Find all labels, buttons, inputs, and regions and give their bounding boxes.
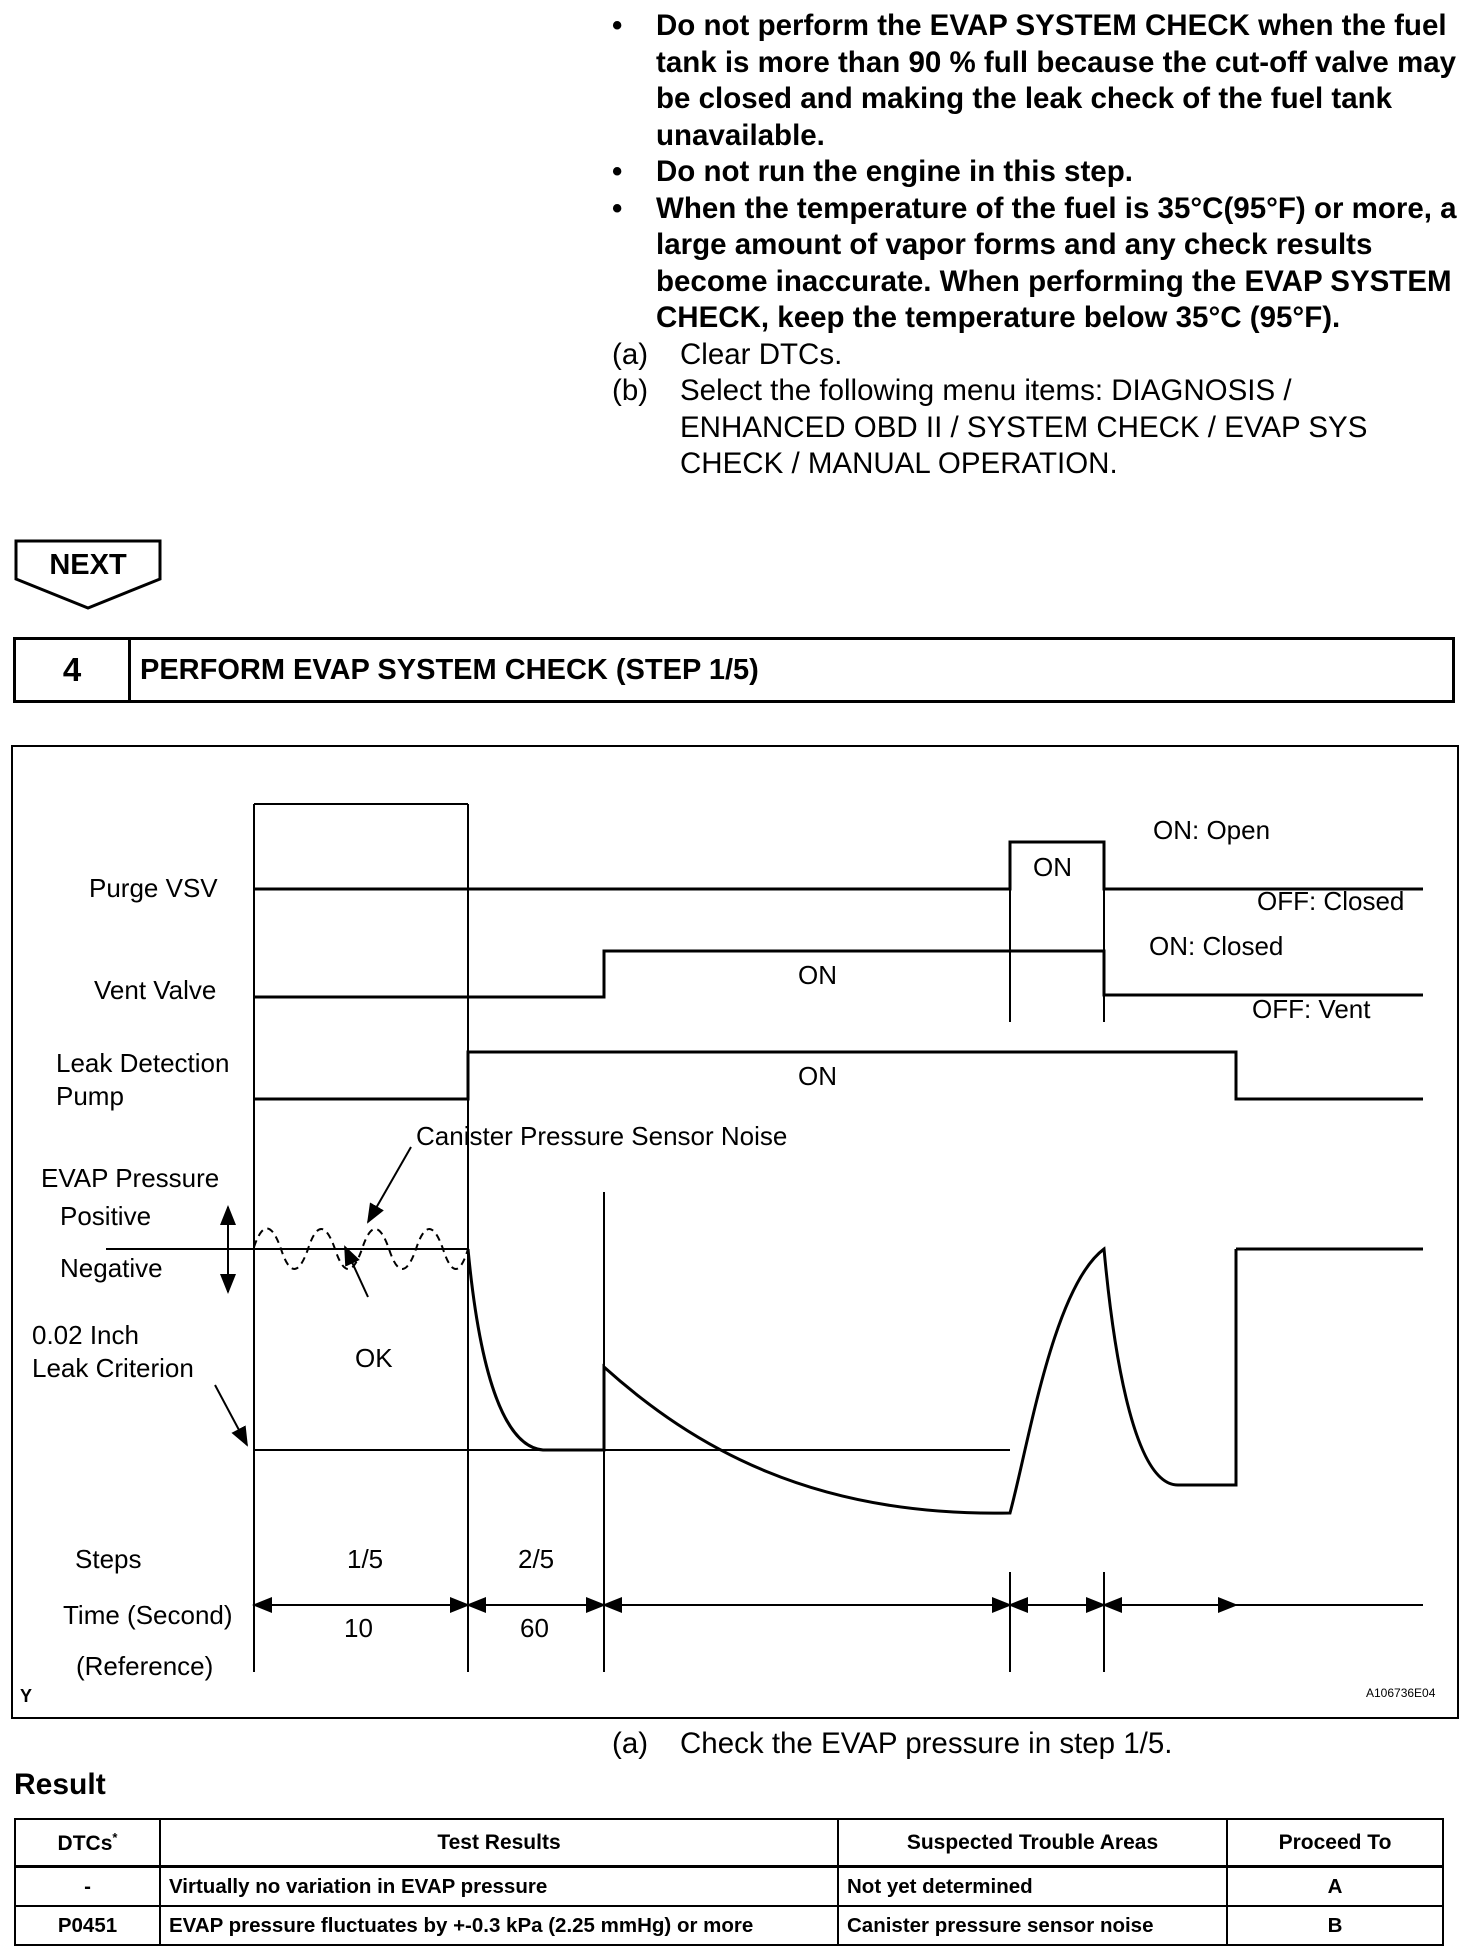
check-instruction [612, 1726, 1172, 1762]
col-suspected-areas: Suspected Trouble Areas [838, 1819, 1227, 1867]
vent-valve-label: Vent Valve [94, 975, 217, 1005]
leak-pump-label: Leak Detection [56, 1048, 230, 1078]
note-bullet: • When the temperature of the fuel is 35°C(95°F) or more, a large amount of vapor forms and any check results become inaccurate. When performing the EVAP SYSTEM CHECK, keep the temperature below 35°C (95°F). [612, 191, 1457, 334]
evap-pressure-label: EVAP Pressure [41, 1163, 220, 1193]
leak-pump-signal [254, 1052, 1423, 1099]
ok-label: OK [355, 1343, 393, 1373]
procedure-step [612, 373, 1462, 483]
note-text: Do not perform the EVAP SYSTEM CHECK when the fuel tank is more than 90 % full because the cut-off valve may be closed and making the leak check of the fuel tank unavailable. [656, 9, 1457, 152]
pump-on-label: ON [798, 1061, 837, 1091]
step-text: Select the following menu items: DIAGNOSIS / ENHANCED OBD II / SYSTEM CHECK / EVAP SYS CHECK / MANUAL OPERATION. [680, 374, 1368, 480]
reference-label: (Reference) [76, 1651, 214, 1681]
evap-pressure-curve [468, 1249, 1236, 1513]
step-1-5-label: 1/5 [347, 1544, 384, 1574]
corner-mark: Y [20, 1686, 33, 1706]
on-closed-label: ON: Closed [1149, 931, 1284, 961]
time-10-label: 10 [344, 1613, 373, 1643]
next-label: NEXT [49, 549, 127, 581]
result-table [14, 1818, 1444, 1946]
check-text: Check the EVAP pressure in step 1/5. [680, 1727, 1173, 1760]
next-button[interactable] [14, 539, 162, 611]
result-heading: Result [14, 1768, 106, 1801]
step-2-5-label: 2/5 [518, 1544, 555, 1574]
cell-dtc: P0451 [15, 1906, 160, 1945]
step-label: (a) [612, 337, 649, 371]
evap-timing-diagram [11, 745, 1459, 1719]
col-proceed-to: Proceed To [1227, 1819, 1443, 1867]
caution-notes [612, 8, 1462, 483]
leak-criterion-label-2: Leak Criterion [32, 1353, 194, 1383]
purge-vsv-signal [254, 842, 1423, 889]
cell-test-result: Virtually no variation in EVAP pressure [160, 1867, 838, 1907]
check-label: (a) [612, 1727, 649, 1760]
on-open-label: ON: Open [1153, 815, 1271, 845]
noise-pointer-arrow [368, 1147, 411, 1222]
time-label: Time (Second) [63, 1600, 233, 1630]
time-60-label: 60 [520, 1613, 549, 1643]
positive-label: Positive [60, 1201, 152, 1231]
off-closed-label: OFF: Closed [1257, 886, 1405, 916]
step-number: 4 [16, 640, 131, 700]
criterion-pointer-arrow [215, 1385, 247, 1445]
col-dtcs: DTCs* [15, 1819, 160, 1867]
negative-label: Negative [60, 1253, 163, 1283]
step-label: (b) [612, 374, 649, 407]
noise-label: Canister Pressure Sensor Noise [416, 1121, 788, 1151]
note-text: When the temperature of the fuel is 35°C(95°F) or more, a large amount of vapor forms and any check results become inaccurate. When performing the EVAP SYSTEM CHECK, keep the temperature below 35°C (95°F). [656, 191, 1457, 334]
figure-id: A106736E04 [1366, 1686, 1436, 1700]
table-header-row [15, 1819, 1443, 1867]
purge-on-label: ON [1033, 852, 1072, 882]
timing-chart [13, 747, 1457, 1717]
procedure-step [612, 337, 1462, 374]
cell-test-result: EVAP pressure fluctuates by +-0.3 kPa (2.25 mmHg) or more [160, 1906, 838, 1945]
cell-trouble-area: Not yet determined [838, 1867, 1227, 1907]
purge-vsv-label: Purge VSV [89, 873, 218, 903]
step-title: PERFORM EVAP SYSTEM CHECK (STEP 1/5) [140, 654, 759, 686]
table-row [15, 1906, 1443, 1945]
step-text: Clear DTCs. [680, 337, 843, 371]
cell-proceed: A [1227, 1867, 1443, 1907]
ok-pointer-arrow [345, 1247, 368, 1297]
leak-criterion-label: 0.02 Inch [32, 1320, 139, 1350]
off-vent-label: OFF: Vent [1252, 994, 1371, 1024]
steps-label: Steps [75, 1544, 142, 1574]
step-header [13, 637, 1455, 703]
vent-on-label: ON [798, 960, 837, 990]
cell-proceed: B [1227, 1906, 1443, 1945]
cell-dtc: - [15, 1867, 160, 1907]
step-divider-lines [254, 804, 1104, 1672]
leak-pump-label-2: Pump [56, 1081, 124, 1111]
cell-trouble-area: Canister pressure sensor noise [838, 1906, 1227, 1945]
note-bullet: • Do not run the engine in this step. [612, 155, 1133, 188]
col-test-results: Test Results [160, 1819, 838, 1867]
note-text: Do not run the engine in this step. [656, 155, 1133, 188]
note-bullet: • Do not perform the EVAP SYSTEM CHECK when the fuel tank is more than 90 % full because the cut-off valve may be closed and making the leak check of the fuel tank unavailable. [612, 9, 1457, 152]
table-row [15, 1867, 1443, 1907]
